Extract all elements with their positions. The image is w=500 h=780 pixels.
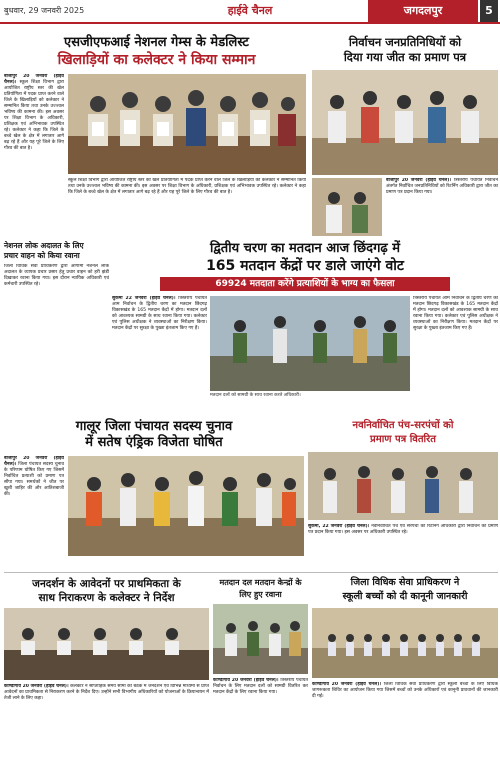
story8-photo (213, 604, 308, 674)
story4-banner: 69924 मतदाता करेंगे प्रत्याशियों के भाग्य का फैसला (160, 277, 450, 291)
newspaper-brand: हाईवे चैनल (227, 4, 273, 17)
story9-text: जिला विधिक सेवा प्राधिकरण द्वारा स्कूली बच्चों के लिए विधिक जागरूकता शिविर का आयोजन किया गया जिसमें बच्चों को उनके अधिकारों एवं कानूनी प्रावधानों की जानकारी दी गई। (312, 682, 498, 699)
story7-text: कलेक्टर ने साप्ताहिक समय सीमा की बैठक में जनदर्शन एवं विभिन्न माध्यमों से प्राप्त आवेदनों का प्राथमिकता से निराकरण करने के निर्देश दिए। उन्होंने सभी विभागीय अधिकारियों को योजनाओं के क्रियान्वयन में तेजी लाने के लिए कहा। (4, 684, 209, 701)
story5-headline-line1: गालूर जिला पंचायत सदस्य चुनाव (75, 419, 233, 434)
story1-photo (68, 74, 306, 174)
story4-text: त्रिस्तरीय पंचायत आम निर्वाचन के द्वितीय चरण का मतदान छिंदगढ़ विकासखंड के 165 मतदान केंद्रों में होगा। मतदान दलों को आवश्यक सामग्री के साथ रवाना किया गया। कलेक्टर एवं पुलिस अधीक्षक ने व्यवस्थाओं का निरीक्षण किया। मतदान केंद्रों पर सुरक्षा के पुख्ता इंतजाम किए गए हैं। (112, 296, 207, 331)
story9-photo (312, 608, 498, 678)
story7-headline-line1: जनदर्शन के आवेदनों पर प्राथमिकता के (32, 578, 181, 590)
story1-text: स्कूल शिक्षा विभाग द्वारा आयोजित राष्ट्रीय स्तर की खेल प्रतियोगिता में पदक प्राप्त करने वाले जिले के खिलाड़ियों को कलेक्टर ने सम्मानित किया तथा उनके उज्ज्वल भविष्य की कामना की। इस अवसर पर शिक्षा विभाग के अधिकारी, प्रशिक्षक एवं अभिभावक उपस्थित रहे। कलेक्टर ने कहा कि जिले के बच्चे खेल के क्षेत्र में लगातार आगे बढ़ रहे हैं और यह पूरे जिले के लिए गौरव की बात है। (4, 80, 64, 151)
story9-body (312, 682, 498, 776)
story4-dateline: सुकमा 22 जनवरी (हाईवे चैनल)। (112, 296, 176, 301)
story2-photo (312, 70, 498, 175)
story9-dateline: कोण्डागांव 20 जनवरी (हाईवे चैनल)। (312, 682, 382, 687)
story8-headline-line1: मतदान दल मतदान केन्द्रों के (219, 578, 302, 587)
story1-dateline: बीजापुर 20 जनवरी (हाईवे चैनल)। (4, 74, 64, 85)
story2-inset-photo (312, 178, 382, 236)
story1-headline-line1: एसजीएफआई नेशनल गेम्स के मेडलिस्ट (64, 35, 249, 50)
edition-city: जगदलपुर (368, 0, 478, 22)
story3-text: जिला विधिक सेवा प्राधिकरण द्वारा आगामी नेशनल लोक अदालत के व्यापक प्रचार प्रसार हेतु प्रचार वाहन को हरी झंडी दिखाकर रवाना किया गया। इस दौरान न्यायिक अधिकारी एवं कर्मचारी उपस्थित रहे। (4, 264, 109, 287)
story6-dateline: सुकमा, 22 जनवरी (हाईवे चैनल)। (308, 524, 370, 529)
certificate-distribution-image (312, 70, 498, 175)
story5-headline-line2: में सतेष एंड्रिक विजेता घोषित (85, 435, 223, 450)
story1-headline-line2: खिलाड़ियों का कलेक्टर ने किया सम्मान (57, 52, 256, 68)
story4-headline-line2: 165 मतदान केंद्रों पर डाले जाएंगे वोट (206, 258, 404, 274)
story2-dateline: बीजापुर 20 जनवरी (हाईवे चैनल)। (386, 178, 452, 183)
official-meeting-image (312, 178, 382, 236)
story7-dateline: कोण्डागांव 20 जनवरी (हाईवे चैनल)। (4, 684, 69, 689)
story6-text: नवनिर्वाचित पंच एवं सरपंचों को रिटर्निंग अधिकारी द्वारा निर्वाचन का प्रमाण पत्र प्रदान किया गया। इस अवसर पर अधिकारी उपस्थित रहे। (308, 524, 498, 535)
polling-party-image (213, 604, 308, 674)
story6-headline-line2: प्रमाण पत्र वितरित (370, 434, 436, 445)
story2-headline-line1: निर्वाचन जनप्रतिनिधियों को (348, 35, 462, 49)
story7-body (4, 684, 209, 776)
medal-ceremony-image (68, 74, 306, 174)
story5-text: जिला पंचायत सदस्य चुनाव के परिणाम घोषित किए गए जिसमें निर्वाचित प्रत्याशी को प्रमाण पत्र सौंपा गया। समर्थकों ने जीत पर खुशी जाहिर की और आतिशबाजी की। (4, 462, 64, 497)
panch-sarpanch-image (308, 452, 498, 520)
story9-headline-line1: जिला विधिक सेवा प्राधिकरण ने (350, 577, 460, 588)
story5-body (4, 456, 64, 566)
story4-body (112, 296, 207, 391)
story9-headline-line2: स्कूली बच्चों को दी कानूनी जानकारी (342, 591, 468, 602)
story7-headline-line2: साथ निराकरण के कलेक्टर ने निर्देश (38, 592, 175, 604)
story4-photo (210, 296, 410, 391)
story2-text: त्रिस्तरीय पंचायत निर्वाचन अंतर्गत निर्वाचित जनप्रतिनिधियों को रिटर्निंग अधिकारी द्वारा जीत का प्रमाण पत्र प्रदान किया गया। (386, 178, 498, 195)
story1-body (4, 74, 64, 239)
story6-photo (308, 452, 498, 520)
story8-headline-line2: लिए हुए रवाना (239, 590, 282, 599)
story3-headline-line2: प्रचार वाहन को किया रवाना (4, 251, 80, 260)
story4-side-text: त्रिस्तरीय पंचायत आम निर्वाचन के द्वितीय चरण का मतदान छिंदगढ़ विकासखंड के 165 मतदान केंद्रों में होगा। मतदान दलों को आवश्यक सामग्री के साथ रवाना किया गया। कलेक्टर एवं पुलिस अधीक्षक ने व्यवस्थाओं का निरीक्षण किया। मतदान केंद्रों पर सुरक्षा के पुख्ता इंतजाम किए गए हैं। (413, 296, 498, 331)
story7-photo (4, 608, 209, 680)
polling-team-image (210, 296, 410, 391)
story3-headline-line1: नेशनल लोक अदालत के लिए (4, 241, 84, 250)
story8-text: त्रिस्तरीय पंचायत निर्वाचन के लिए मतदान दलों को सामग्री वितरित कर मतदान केंद्रों के लिए रवाना किया गया। (213, 678, 308, 695)
victory-celebration-image (68, 456, 304, 556)
review-meeting-image (4, 608, 209, 680)
story4-headline-line1: द्वितीय चरण का मतदान आज छिंदगढ़ में (209, 241, 401, 256)
story2-headline-line2: दिया गया जीत का प्रमाण पत्र (343, 50, 467, 64)
masthead (0, 0, 500, 24)
story6-body (308, 524, 498, 574)
story8-dateline: कोण्डागांव 20 जनवरी (हाईवे चैनल)। (213, 678, 279, 683)
story8-body (213, 678, 308, 776)
story4-side-body (413, 296, 498, 391)
story5-photo (68, 456, 304, 556)
story3-body (4, 264, 109, 384)
section-divider (4, 572, 498, 573)
story5-dateline: बीजापुर 20 जनवरी (हाईवे चैनल)। (4, 456, 64, 467)
story1-body-continued (68, 178, 306, 238)
story6-headline-line1: नवनिर्वाचित पंच-सरपंचों को (352, 420, 454, 431)
story2-body (386, 178, 498, 236)
issue-date: बुधवार, 29 जनवरी 2025 (4, 6, 85, 15)
story4-caption: मतदान दलों को सामग्री के साथ रवाना करते अधिकारी। (210, 393, 301, 398)
legal-awareness-camp-image (312, 608, 498, 678)
page-number: 5 (480, 0, 498, 22)
story1-text-continued: स्कूल शिक्षा विभाग द्वारा आयोजित राष्ट्रीय स्तर की खेल प्रतियोगिता में पदक प्राप्त करने वाले जिले के खिलाड़ियों को कलेक्टर ने सम्मानित किया तथा उनके उज्ज्वल भविष्य की कामना की। इस अवसर पर शिक्षा विभाग के अधिकारी, प्रशिक्षक एवं अभिभावक उपस्थित रहे। कलेक्टर ने कहा कि जिले के बच्चे खेल के क्षेत्र में लगातार आगे बढ़ रहे हैं और यह पूरे जिले के लिए गौरव की बात है। (68, 178, 306, 195)
